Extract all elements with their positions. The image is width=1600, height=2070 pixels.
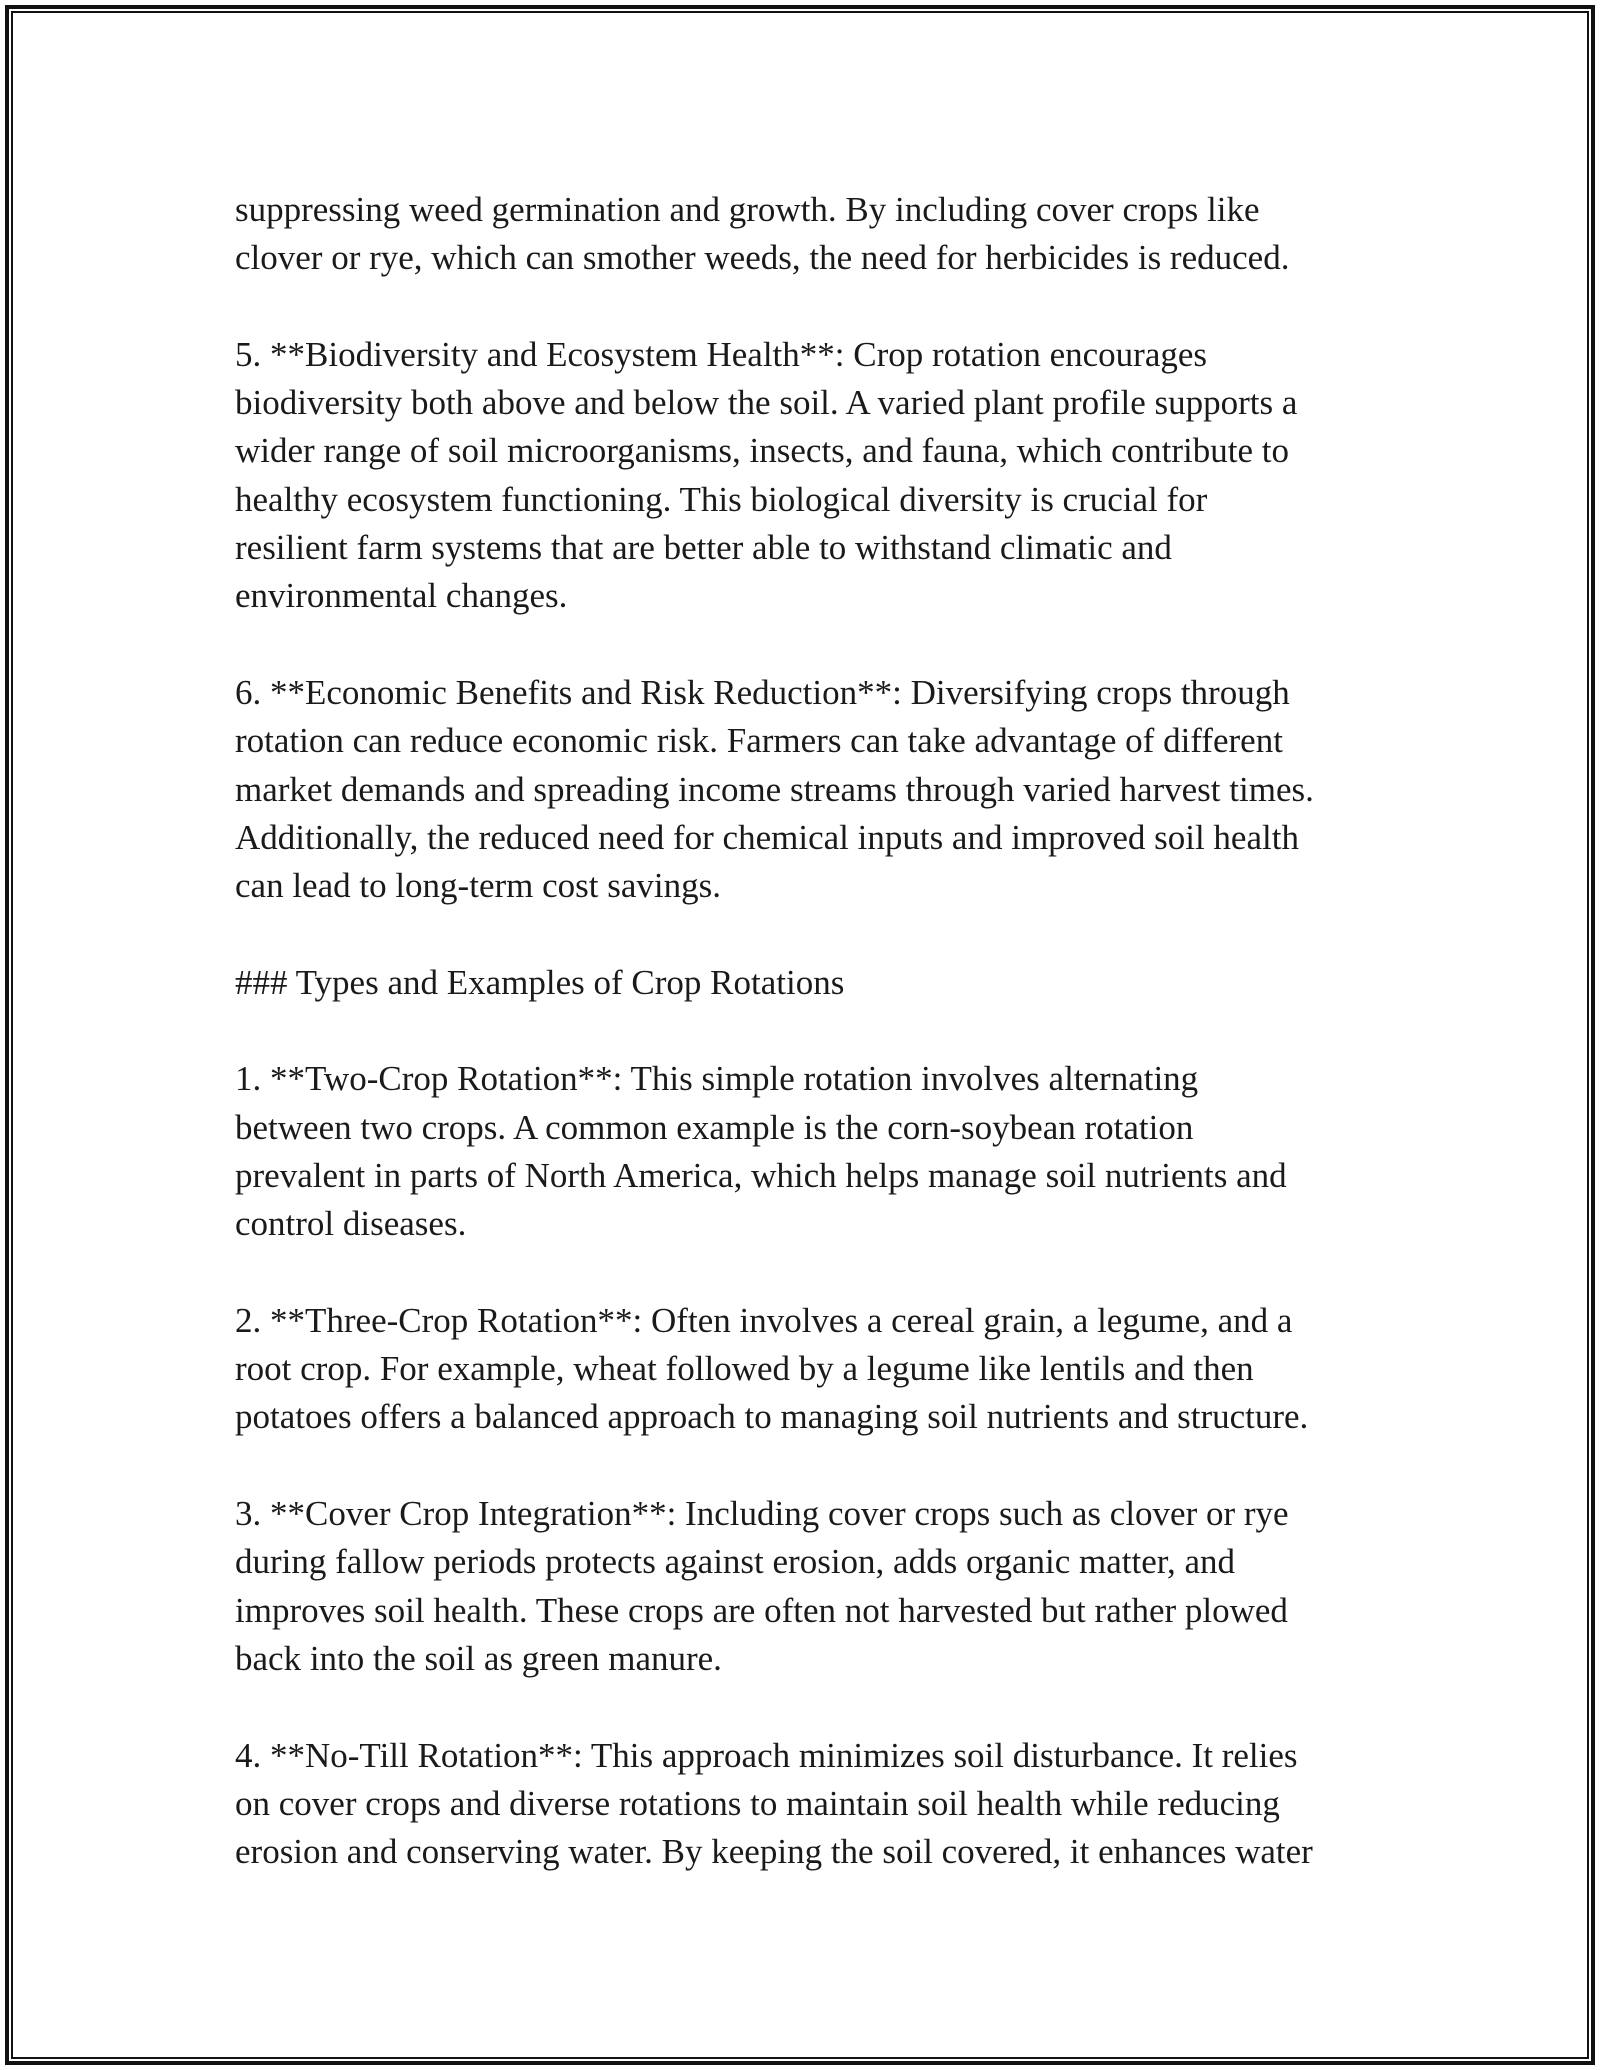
paragraph-cover-crop-integration [235, 1490, 1385, 1683]
text-line: can lead to long-term cost savings. [235, 866, 721, 906]
text-line: during fallow periods protects against erosion, adds organic matter, and [235, 1542, 1236, 1582]
paragraph-weed-suppression-continued [235, 186, 1385, 283]
text-line: root crop. For example, wheat followed by a legume like lentils and then [235, 1349, 1254, 1389]
document-body [235, 186, 1385, 1876]
text-line: healthy ecosystem functioning. This biological diversity is crucial for [235, 479, 1208, 519]
paragraph-biodiversity [235, 331, 1385, 621]
text-line: between two crops. A common example is the corn-soybean rotation [235, 1107, 1194, 1147]
paragraph-economic-benefits [235, 669, 1385, 910]
text-line: wider range of soil microorganisms, insects, and fauna, which contribute to [235, 431, 1289, 471]
text-line: 3. **Cover Crop Integration**: Including cover crops such as clover or rye [235, 1494, 1289, 1534]
text-line: erosion and conserving water. By keeping the soil covered, it enhances water [235, 1832, 1313, 1872]
text-line: rotation can reduce economic risk. Farmers can take advantage of different [235, 721, 1283, 761]
text-line: prevalent in parts of North America, which helps manage soil nutrients and [235, 1155, 1287, 1195]
section-heading-types-and-examples [235, 959, 1385, 1007]
text-line: 6. **Economic Benefits and Risk Reduction**: Diversifying crops through [235, 672, 1290, 712]
text-line: potatoes offers a balanced approach to managing soil nutrients and structure. [235, 1397, 1309, 1437]
text-line: on cover crops and diverse rotations to maintain soil health while reducing [235, 1783, 1280, 1823]
text-line: market demands and spreading income streams through varied harvest times. [235, 769, 1314, 809]
paragraph-no-till-rotation [235, 1732, 1385, 1877]
text-line: 2. **Three-Crop Rotation**: Often involves a cereal grain, a legume, and a [235, 1300, 1293, 1340]
text-line: control diseases. [235, 1204, 467, 1244]
text-line: resilient farm systems that are better able to withstand climatic and [235, 528, 1172, 568]
heading-line: ### Types and Examples of Crop Rotations [235, 962, 845, 1002]
paragraph-two-crop-rotation [235, 1055, 1385, 1248]
paragraph-three-crop-rotation [235, 1297, 1385, 1442]
text-line: clover or rye, which can smother weeds, the need for herbicides is reduced. [235, 238, 1290, 278]
text-line: back into the soil as green manure. [235, 1638, 722, 1678]
text-line: environmental changes. [235, 576, 568, 616]
text-line: 5. **Biodiversity and Ecosystem Health**: Crop rotation encourages [235, 334, 1208, 374]
text-line: 4. **No-Till Rotation**: This approach minimizes soil disturbance. It relies [235, 1735, 1298, 1775]
text-line: suppressing weed germination and growth. By including cover crops like [235, 190, 1260, 229]
text-line: 1. **Two-Crop Rotation**: This simple rotation involves alternating [235, 1059, 1199, 1099]
text-line: improves soil health. These crops are often not harvested but rather plowed [235, 1590, 1288, 1630]
text-line: biodiversity both above and below the soil. A varied plant profile supports a [235, 383, 1298, 423]
text-line: Additionally, the reduced need for chemical inputs and improved soil health [235, 817, 1299, 857]
